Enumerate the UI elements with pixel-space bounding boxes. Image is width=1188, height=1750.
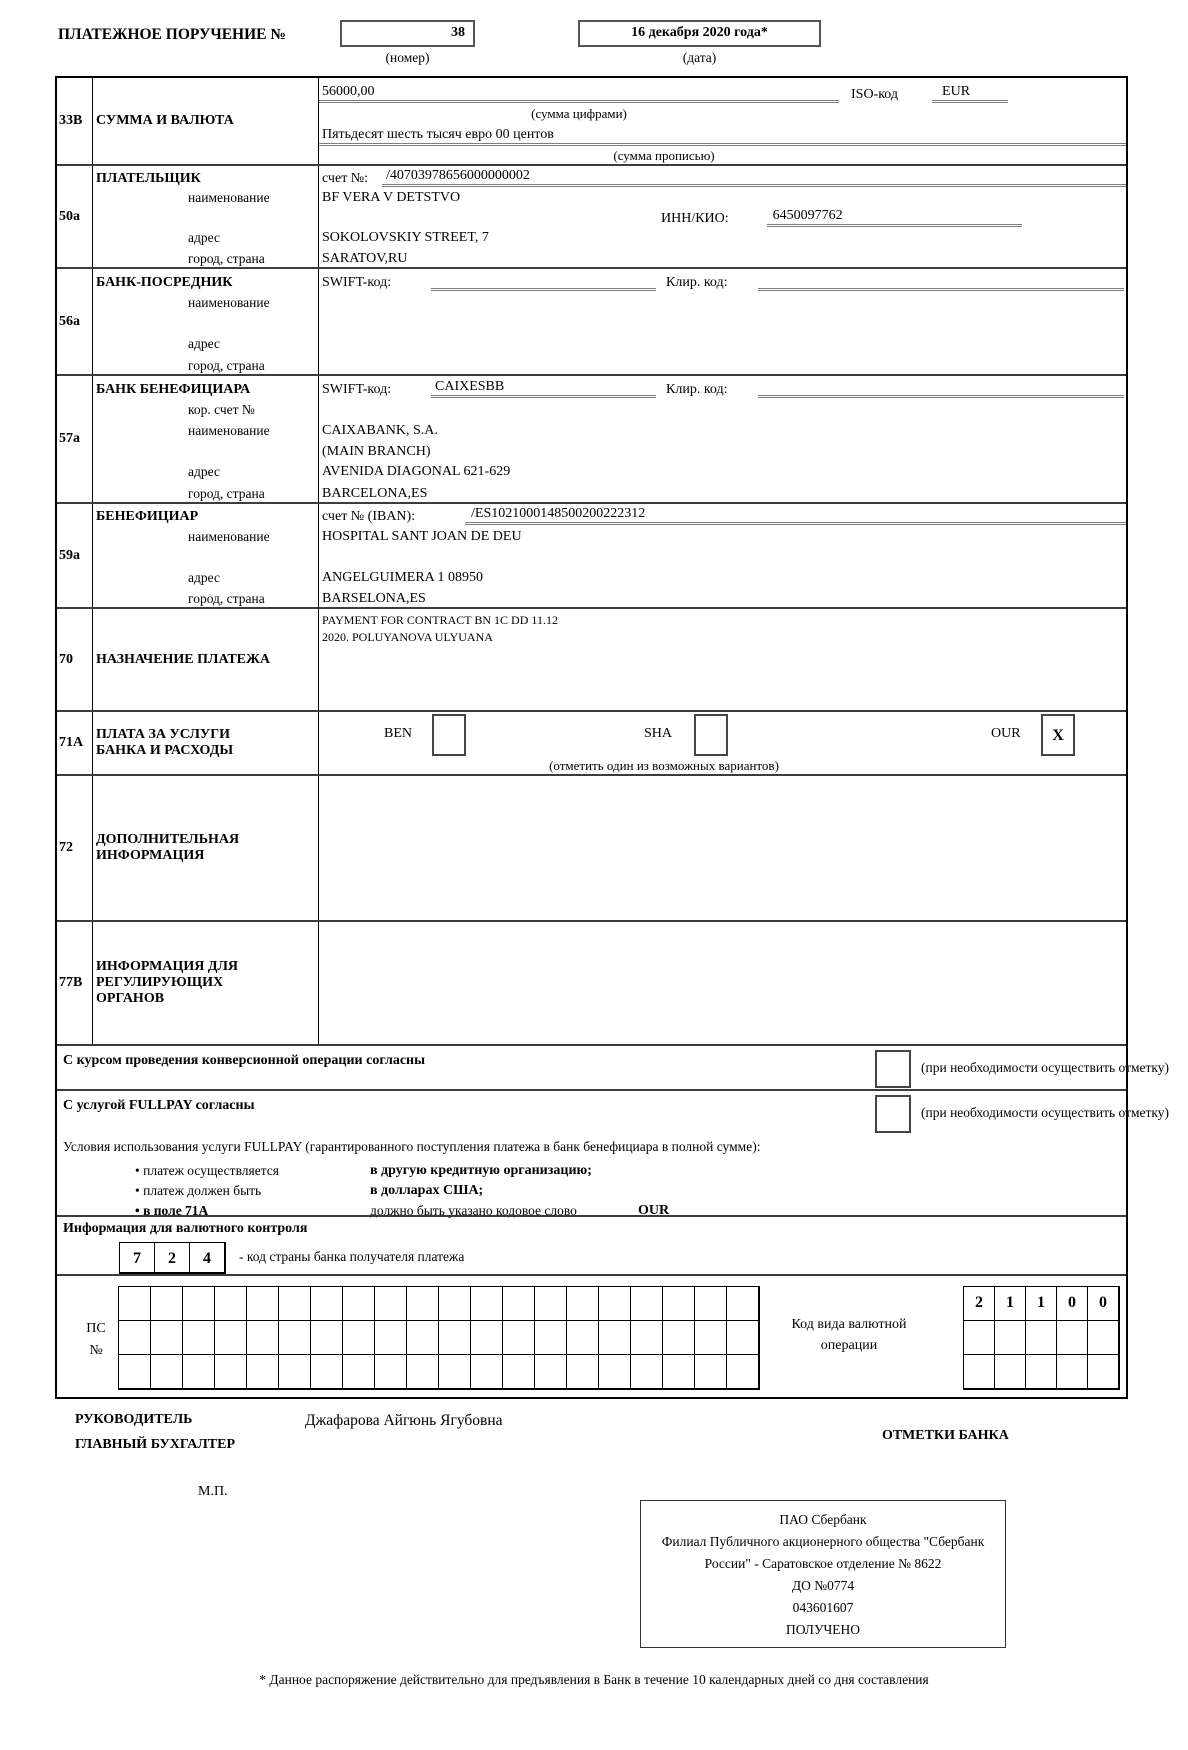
grid-cell[interactable] [311, 1287, 343, 1321]
grid-cell[interactable]: 7 [120, 1243, 155, 1273]
amount-words-caption: (сумма прописью) [613, 148, 715, 163]
fullpay-agreement-text: С услугой FULLPAY согласны [63, 1098, 255, 1113]
section-regulatory-info [57, 920, 1126, 1044]
fullpay-condition-1-value: в другую кредитную организацию; [370, 1163, 592, 1178]
conversion-agreement-row [57, 1044, 1170, 1089]
bank-stamp-line1: ПАО Сбербанк [779, 1512, 867, 1527]
ps-number-cells[interactable] [118, 1286, 760, 1390]
fullpay-condition-2-value: в долларах США; [370, 1183, 484, 1198]
additional-info-title-line2: ИНФОРМАЦИЯ [96, 848, 205, 863]
field-code-71a: 71A [57, 712, 93, 774]
grid-cell[interactable] [471, 1287, 503, 1321]
currency-control-row [57, 1215, 1126, 1274]
op-code-label-line1: Код вида валютной [791, 1317, 907, 1332]
section-amount [57, 78, 1126, 164]
grid-cell[interactable]: 2 [155, 1243, 190, 1273]
payer-section-title: ПЛАТЕЛЬЩИК [96, 170, 201, 186]
fullpay-condition-2-label: • платеж должен быть [135, 1183, 262, 1198]
grid-cell[interactable] [343, 1321, 375, 1355]
field-code-59a: 59a [57, 504, 93, 607]
beneficiary-bank-address-value: AVENIDA DIAGONAL 621-629 [322, 464, 511, 480]
grid-cell[interactable] [151, 1355, 183, 1389]
date-caption: (дата) [682, 50, 717, 65]
grid-cell[interactable] [151, 1321, 183, 1355]
grid-cell[interactable] [1088, 1355, 1119, 1389]
grid-cell[interactable] [375, 1355, 407, 1389]
grid-cell[interactable] [311, 1321, 343, 1355]
regulatory-info-title-line1: ИНФОРМАЦИЯ ДЛЯ [96, 959, 239, 974]
grid-cell[interactable] [995, 1321, 1026, 1355]
additional-info-title-line1: ДОПОЛНИТЕЛЬНАЯ [96, 832, 240, 847]
field-code-33b: 33B [57, 78, 93, 164]
number-caption: (номер) [385, 50, 430, 65]
validity-footnote: * Данное распоряжение действительно для предъявления в Банк в течение 10 календарных дней со дня составления [259, 1672, 929, 1687]
field-code-57a: 57a [57, 376, 93, 502]
grid-cell[interactable]: 2 [964, 1287, 995, 1321]
grid-cell[interactable] [503, 1321, 535, 1355]
grid-cell[interactable] [215, 1321, 247, 1355]
grid-cell[interactable] [119, 1321, 151, 1355]
regulatory-info-title-line3: ОРГАНОВ [96, 991, 165, 1006]
grid-cell[interactable] [247, 1321, 279, 1355]
grid-cell[interactable] [215, 1287, 247, 1321]
conversion-agreement-text: С курсом проведения конверсионной операции согласны [63, 1053, 426, 1068]
op-code-label-line2: операции [820, 1338, 878, 1353]
amount-digits-caption: (сумма цифрами) [531, 106, 627, 121]
field-code-56a: 56a [57, 269, 93, 374]
conversion-note: (при необходимости осуществить отметку) [921, 1060, 1170, 1075]
beneficiary-bank-city-label: город, страна [188, 486, 265, 501]
order-date: 16 декабря 2020 года* [631, 25, 768, 40]
field-code-72: 72 [57, 776, 93, 920]
iso-code-label: ISO-код [851, 87, 899, 102]
grid-cell[interactable] [183, 1287, 215, 1321]
grid-cell[interactable] [407, 1355, 439, 1389]
grid-cell[interactable] [727, 1287, 759, 1321]
intermediary-swift-label: SWIFT-код: [322, 274, 392, 290]
beneficiary-bank-address-label: адрес [188, 464, 220, 480]
grid-cell[interactable] [343, 1355, 375, 1389]
beneficiary-address-label: адрес [188, 570, 220, 586]
grid-cell[interactable] [535, 1355, 567, 1389]
grid-cell[interactable] [695, 1287, 727, 1321]
option-sha-checkbox[interactable] [694, 714, 728, 756]
grid-cell[interactable] [995, 1355, 1026, 1389]
iban-label: счет № (IBAN): [322, 508, 416, 524]
beneficiary-bank-swift-field[interactable]: CAIXESBB [431, 379, 656, 398]
grid-cell[interactable] [311, 1355, 343, 1389]
section-additional-info [57, 774, 1126, 920]
intermediary-bank-title: БАНК-ПОСРЕДНИК [96, 274, 233, 290]
grid-cell[interactable] [663, 1287, 695, 1321]
payer-name-label: наименование [188, 190, 270, 206]
inn-label: ИНН/КИО: [661, 210, 729, 226]
grid-cell[interactable] [503, 1287, 535, 1321]
ps-label-line1: ПС [86, 1321, 106, 1336]
grid-cell[interactable] [1057, 1321, 1088, 1355]
option-our-label: OUR [991, 726, 1021, 741]
operation-code-cells[interactable] [963, 1286, 1120, 1390]
grid-cell[interactable] [727, 1321, 759, 1355]
grid-cell[interactable] [407, 1287, 439, 1321]
currency-control-title: Информация для валютного контроля [63, 1221, 308, 1236]
grid-cell[interactable] [964, 1355, 995, 1389]
grid-cell[interactable] [439, 1287, 471, 1321]
grid-cell[interactable] [599, 1321, 631, 1355]
grid-cell[interactable] [471, 1355, 503, 1389]
grid-cell[interactable]: 1 [1026, 1287, 1057, 1321]
beneficiary-iban-field[interactable]: /ES1021000148500200222312 [465, 506, 1126, 525]
grid-cell[interactable] [119, 1287, 151, 1321]
fullpay-agreement-row [57, 1089, 1170, 1218]
grid-cell[interactable] [1026, 1321, 1057, 1355]
country-code-caption: - код страны банка получателя платежа [239, 1249, 465, 1264]
amount-section-title: СУММА И ВАЛЮТА [96, 113, 234, 128]
beneficiary-bank-title: БАНК БЕНЕФИЦИАРА [96, 381, 251, 397]
amount-words-field[interactable]: Пятьдесят шесть тысяч евро 00 центов [319, 127, 1126, 146]
grid-cell[interactable]: 4 [190, 1243, 225, 1273]
grid-cell[interactable] [567, 1287, 599, 1321]
grid-cell[interactable] [631, 1287, 663, 1321]
grid-cell[interactable] [279, 1355, 311, 1389]
intermediary-name-label: наименование [188, 295, 270, 311]
grid-cell[interactable] [183, 1321, 215, 1355]
grid-cell[interactable] [567, 1355, 599, 1389]
intermediary-city-label: город, страна [188, 358, 265, 374]
fullpay-condition-3-label: • в поле 71А [135, 1203, 209, 1218]
bank-stamp-line2: Филиал Публичного акционерного общества "Сбербанк [661, 1534, 985, 1549]
grid-cell[interactable] [695, 1355, 727, 1389]
bank-marks-label: ОТМЕТКИ БАНКА [882, 1428, 1009, 1443]
grid-cell[interactable] [183, 1355, 215, 1389]
stamp-place-label: М.П. [198, 1484, 228, 1499]
grid-cell[interactable] [535, 1321, 567, 1355]
grid-cell[interactable] [631, 1321, 663, 1355]
bank-stamp-line3: России" - Саратовское отделение № 8622 [704, 1556, 942, 1571]
field-code-77b: 77B [57, 922, 93, 1044]
section-intermediary-bank [57, 267, 1126, 374]
signer-name: Джафарова Айгюнь Ягубовна [305, 1412, 503, 1429]
order-date-field[interactable] [578, 20, 821, 47]
section-beneficiary-bank [57, 374, 1126, 502]
purpose-title: НАЗНАЧЕНИЕ ПЛАТЕЖА [96, 651, 270, 667]
grid-cell[interactable] [439, 1355, 471, 1389]
grid-cell[interactable] [119, 1355, 151, 1389]
fullpay-condition-3-value: должно быть указано кодовое слово [370, 1203, 577, 1218]
ps-label-line2: № [89, 1343, 103, 1358]
document-title: ПЛАТЕЖНОЕ ПОРУЧЕНИЕ № [58, 26, 286, 43]
grid-cell[interactable] [727, 1355, 759, 1389]
beneficiary-bank-name-value1: CAIXABANK, S.A. [322, 423, 438, 438]
beneficiary-bank-clearing-label: Клир. код: [666, 381, 728, 397]
fullpay-note: (при необходимости осуществить отметку) [921, 1105, 1170, 1120]
country-code-cells[interactable] [119, 1242, 226, 1274]
grid-cell[interactable] [631, 1355, 663, 1389]
payer-account-label: счет №: [322, 170, 369, 186]
bank-stamp-line6: ПОЛУЧЕНО [785, 1622, 861, 1637]
grid-cell[interactable] [407, 1321, 439, 1355]
charges-title-line1: ПЛАТА ЗА УСЛУГИ [96, 727, 230, 742]
grid-cell[interactable] [535, 1287, 567, 1321]
grid-cell[interactable] [1057, 1355, 1088, 1389]
payer-account-field[interactable]: /40703978656000000002 [382, 168, 1126, 187]
grid-cell[interactable] [599, 1355, 631, 1389]
grid-cell[interactable] [375, 1287, 407, 1321]
grid-cell[interactable]: 1 [995, 1287, 1026, 1321]
fullpay-conditions-title: Условия использования услуги FULLPAY (гарантированного поступления платежа в банк бенефициара в полной сумме): [63, 1139, 761, 1154]
beneficiary-name-label: наименование [188, 529, 270, 545]
section-charges [57, 710, 1126, 774]
payer-city-label: город, страна [188, 251, 265, 266]
grid-cell[interactable] [964, 1321, 995, 1355]
grid-cell[interactable] [279, 1321, 311, 1355]
purpose-line1: PAYMENT FOR CONTRACT BN 1C DD 11.12 [322, 613, 558, 627]
beneficiary-bank-city-value: BARCELONA,ES [322, 486, 428, 501]
intermediary-address-label: адрес [188, 336, 220, 352]
currency-code-field[interactable]: EUR [932, 84, 1008, 103]
grid-cell[interactable]: 0 [1057, 1287, 1088, 1321]
beneficiary-bank-name-value2: (MAIN BRANCH) [322, 443, 431, 459]
grid-cell[interactable] [439, 1321, 471, 1355]
beneficiary-bank-name-label: наименование [188, 423, 270, 438]
section-beneficiary [57, 502, 1126, 607]
beneficiary-address-value: ANGELGUIMERA 1 08950 [322, 570, 483, 586]
grid-cell[interactable] [1088, 1321, 1119, 1355]
field-code-50a: 50a [57, 166, 93, 267]
fullpay-condition-1-label: • платеж осуществляется [135, 1163, 279, 1178]
beneficiary-city-label: город, страна [188, 590, 265, 606]
bank-stamp-box [640, 1500, 1006, 1648]
conversion-checkbox[interactable] [875, 1050, 911, 1088]
fullpay-checkbox[interactable] [875, 1095, 911, 1133]
accountant-label: ГЛАВНЫЙ БУХГАЛТЕР [75, 1437, 236, 1452]
section-payer [57, 164, 1126, 267]
director-label: РУКОВОДИТЕЛЬ [75, 1412, 193, 1427]
grid-cell[interactable] [151, 1287, 183, 1321]
payer-address-label: адрес [188, 230, 220, 246]
section-purpose [57, 607, 1126, 710]
grid-cell[interactable] [247, 1355, 279, 1389]
payer-name-value: BF VERA V DETSTVO [322, 190, 461, 206]
grid-cell[interactable] [663, 1355, 695, 1389]
order-number: 38 [451, 25, 465, 40]
amount-digits-field[interactable]: 56000,00 [319, 84, 839, 103]
grid-cell[interactable] [1026, 1355, 1057, 1389]
intermediary-clearing-label: Клир. код: [666, 274, 728, 290]
grid-cell[interactable]: 0 [1088, 1287, 1119, 1321]
fullpay-condition-3-code: OUR [638, 1203, 670, 1218]
grid-cell[interactable] [503, 1355, 535, 1389]
beneficiary-name-value: HOSPITAL SANT JOAN DE DEU [322, 529, 522, 545]
option-ben-label: BEN [384, 726, 412, 741]
grid-cell[interactable] [247, 1287, 279, 1321]
grid-cell[interactable] [215, 1355, 247, 1389]
corr-account-label: кор. счет № [188, 402, 255, 418]
payment-order-table [55, 76, 1170, 1399]
charges-title-line2: БАНКА И РАСХОДЫ [96, 743, 234, 758]
purpose-line2: 2020. POLUYANOVA ULYUANA [322, 630, 493, 644]
option-ben-checkbox[interactable] [432, 714, 466, 756]
option-sha-label: SHA [644, 726, 673, 741]
grid-cell[interactable] [343, 1287, 375, 1321]
grid-cell[interactable] [695, 1321, 727, 1355]
grid-cell[interactable] [375, 1321, 407, 1355]
beneficiary-city-value: BARSELONA,ES [322, 590, 426, 606]
payer-city-value: SARATOV,RU [322, 251, 408, 266]
grid-cell[interactable] [279, 1287, 311, 1321]
beneficiary-title: БЕНЕФИЦИАР [96, 508, 199, 524]
order-number-field[interactable] [340, 20, 475, 47]
additional-info-content[interactable] [319, 776, 1126, 920]
charges-note: (отметить один из возможных вариантов) [549, 758, 779, 773]
bank-stamp-line4: ДО №0774 [791, 1578, 855, 1593]
payer-inn-field[interactable]: 6450097762 [767, 208, 1022, 227]
grid-cell[interactable] [599, 1287, 631, 1321]
ps-grid-row [57, 1274, 1126, 1397]
regulatory-info-content[interactable] [319, 922, 1126, 1044]
grid-cell[interactable] [663, 1321, 695, 1355]
beneficiary-bank-swift-label: SWIFT-код: [322, 381, 392, 397]
bank-stamp-line5: 043601607 [792, 1600, 854, 1615]
field-code-70: 70 [57, 609, 93, 710]
grid-cell[interactable] [471, 1321, 503, 1355]
regulatory-info-title-line2: РЕГУЛИРУЮЩИХ [96, 975, 224, 990]
grid-cell[interactable] [567, 1321, 599, 1355]
option-our-checkbox[interactable]: X [1041, 714, 1075, 756]
payer-address-value: SOKOLOVSKIY STREET, 7 [322, 230, 489, 246]
